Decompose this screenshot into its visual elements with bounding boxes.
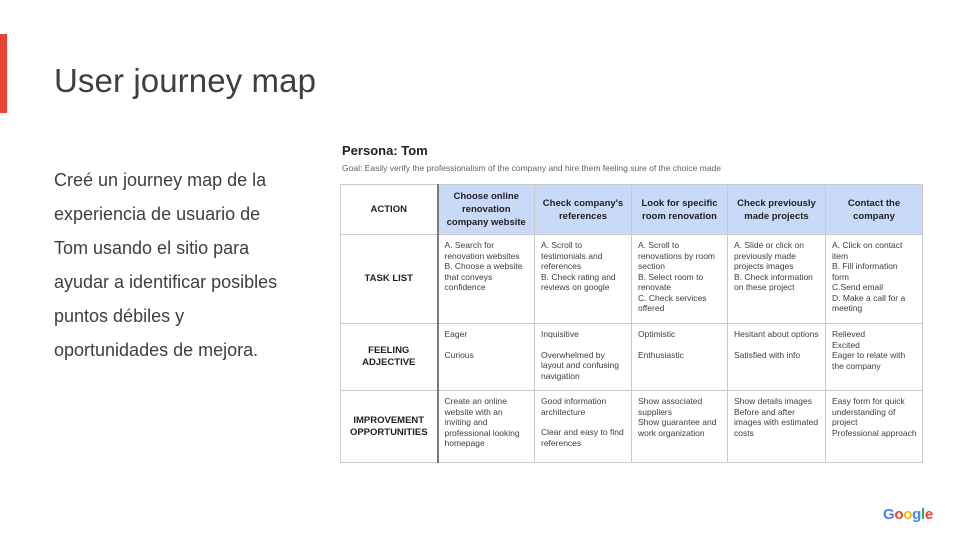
table-cell — [438, 391, 535, 463]
column-header: Contact the company — [826, 185, 923, 235]
cell-line: Hesitant about options — [734, 329, 819, 339]
body-line: puntos débiles y — [54, 306, 185, 326]
row-header: IMPROVEMENT OPPORTUNITIES — [341, 391, 438, 463]
cell-line: Satisfied with info — [734, 349, 801, 360]
cell-line: Professional approach — [832, 427, 917, 438]
table-header-row — [341, 185, 923, 235]
cell-line: Clear and easy to find references — [541, 427, 624, 448]
table-cell — [535, 324, 632, 391]
table-cell — [438, 324, 535, 391]
column-header: Look for specific room renovation — [632, 185, 728, 235]
cell-line: Easy form for quick understanding of project — [832, 396, 905, 427]
cell-line: B. Select room to renovate — [638, 271, 704, 292]
cell-line: D. Make a call for a meeting — [832, 292, 906, 313]
cell-line: Before and after images with estimated costs — [734, 406, 819, 438]
cell-line: Enthusiastic — [638, 349, 684, 360]
table-cell — [535, 235, 632, 324]
table-row-feeling-adjective — [341, 324, 923, 391]
logo-letter: o — [894, 506, 904, 523]
cell-line: Show guarantee and work organization — [638, 417, 717, 438]
column-header: Choose online renovation company website — [438, 185, 535, 235]
table-row-improvement-opportunities — [341, 391, 923, 463]
logo-letter: e — [924, 506, 933, 523]
table-cell — [438, 235, 535, 324]
cell-line: B. Check rating and reviews on google — [541, 271, 616, 292]
table-row-task-list — [341, 235, 923, 324]
table-cell — [826, 324, 923, 391]
body-line: ayudar a identificar posibles — [54, 272, 278, 292]
table-cell — [632, 391, 728, 463]
cell-line: Create an online website with an inviting and professional looking homepage — [444, 396, 520, 448]
body-line: Tom usando el sitio para — [54, 238, 250, 258]
persona-goal: Goal: Easily verify the professionalism of the company and hire them feeling sure of the choice made — [342, 163, 721, 173]
cell-line: Excited — [832, 339, 860, 350]
table-cell — [728, 235, 826, 324]
cell-line: A. Slide or click on previously made projects images — [734, 240, 804, 271]
table-cell — [535, 391, 632, 463]
google-logo — [883, 506, 933, 523]
cell-line: Inquisitive — [541, 329, 579, 339]
table-cell — [826, 235, 923, 324]
cell-line: C.Send email — [832, 282, 884, 292]
cell-line: C. Check services offered — [638, 292, 707, 313]
cell-line: Show associated suppliers — [638, 396, 703, 417]
cell-line: Show details images — [734, 396, 812, 406]
logo-letter: l — [921, 506, 925, 523]
logo-letter: o — [903, 506, 913, 523]
table-cell — [632, 235, 728, 324]
cell-line: B. Fill information form — [832, 261, 898, 282]
column-header: Check previously made projects — [728, 185, 826, 235]
table-cell — [632, 324, 728, 391]
cell-line: Curious — [444, 349, 474, 360]
column-header-action: ACTION — [341, 185, 438, 235]
table-cell — [728, 324, 826, 391]
column-header: Check company's references — [535, 185, 632, 235]
cell-line: B. Check information on these project — [734, 271, 813, 292]
cell-line: A. Scroll to renovations by room section — [638, 240, 716, 271]
slide-body-text — [54, 163, 316, 367]
logo-letter: G — [883, 506, 895, 523]
cell-line: Overwhelmed by layout and confusing navigation — [541, 349, 619, 381]
table-cell — [826, 391, 923, 463]
persona-title: Persona: Tom — [342, 143, 428, 158]
cell-line: A. Scroll to testimonials and references — [541, 240, 603, 271]
body-line: experiencia de usuario de — [54, 204, 261, 224]
cell-line: Eager — [444, 329, 468, 339]
body-line: oportunidades de mejora. — [54, 340, 259, 360]
accent-bar — [0, 34, 7, 113]
slide-title: User journey map — [54, 62, 317, 99]
cell-line: Relieved — [832, 329, 866, 339]
row-header: TASK LIST — [341, 235, 438, 324]
cell-line: B. Choose a website that conveys confidence — [444, 261, 523, 292]
cell-line: A. Search for renovation websites — [444, 240, 520, 261]
logo-letter: g — [912, 506, 921, 523]
table-cell — [728, 391, 826, 463]
row-header: FEELING ADJECTIVE — [341, 324, 438, 391]
cell-line: A. Click on contact item — [832, 240, 903, 261]
cell-line: Optimistic — [638, 329, 676, 339]
cell-line: Good information architecture — [541, 396, 607, 417]
journey-map — [340, 143, 922, 463]
cell-line: Eager to relate with the company — [832, 350, 906, 371]
journey-map-table — [340, 184, 923, 463]
body-line: Creé un journey map de la — [54, 170, 267, 190]
